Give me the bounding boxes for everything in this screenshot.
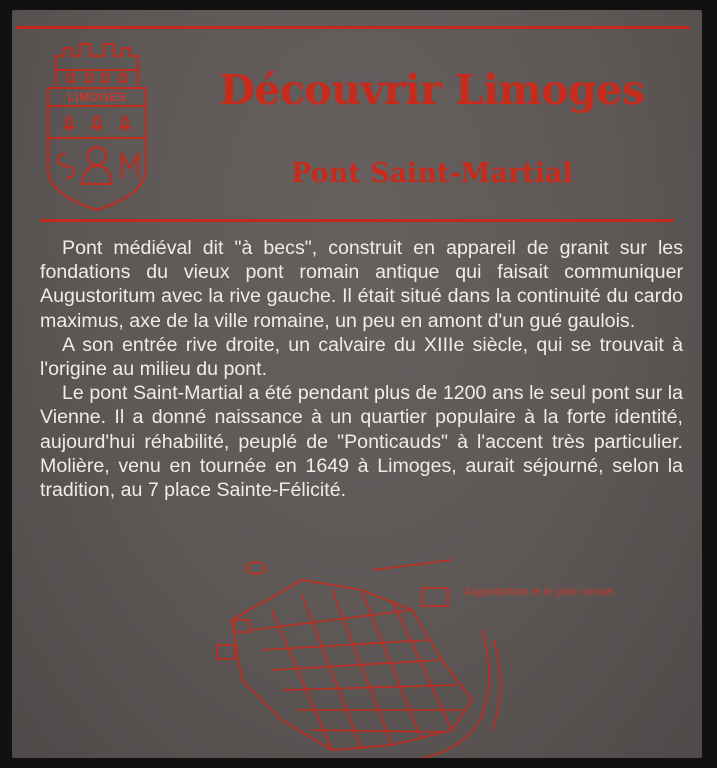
paragraph: A son entrée rive droite, un calvaire du XIIIe siècle, qui se trouvait à l'origine au milieu du pont.	[40, 333, 683, 381]
top-divider	[16, 26, 690, 29]
header-divider	[40, 219, 674, 222]
plaque-title: Découvrir Limoges	[219, 66, 645, 114]
map-caption: Augustoritum et le pont romain	[464, 586, 614, 598]
plaque-subtitle: Pont Saint-Martial	[291, 158, 573, 189]
paragraph: Pont médiéval dit "à becs", construit en appareil de granit sur les fondations du vieux pont romain antique qui faisait communiquer Augustoritum avec la rive gauche. Il était situé dans la continuité du cardo maximus, axe de la ville romaine, un peu en amont d'un gué gaulois.	[40, 237, 683, 332]
information-plaque	[12, 10, 702, 758]
crest-label: LIMOGES	[67, 90, 127, 104]
roman-city-map-icon	[212, 550, 512, 758]
paragraph: Le pont Saint-Martial a été pendant plus de 1200 ans le seul pont sur la Vienne. Il a donné naissance à un quartier populaire à la forte identité, aujourd'hui réhabilité, peuplé de "Ponticauds" à l'accent très particulier. Molière, venu en tournée en 1649 à Limoges, aurait séjourné, selon la tradition, au 7 place Sainte-Félicité.	[40, 382, 683, 502]
plaque-body	[40, 236, 683, 502]
limoges-coat-of-arms-icon	[42, 34, 152, 214]
